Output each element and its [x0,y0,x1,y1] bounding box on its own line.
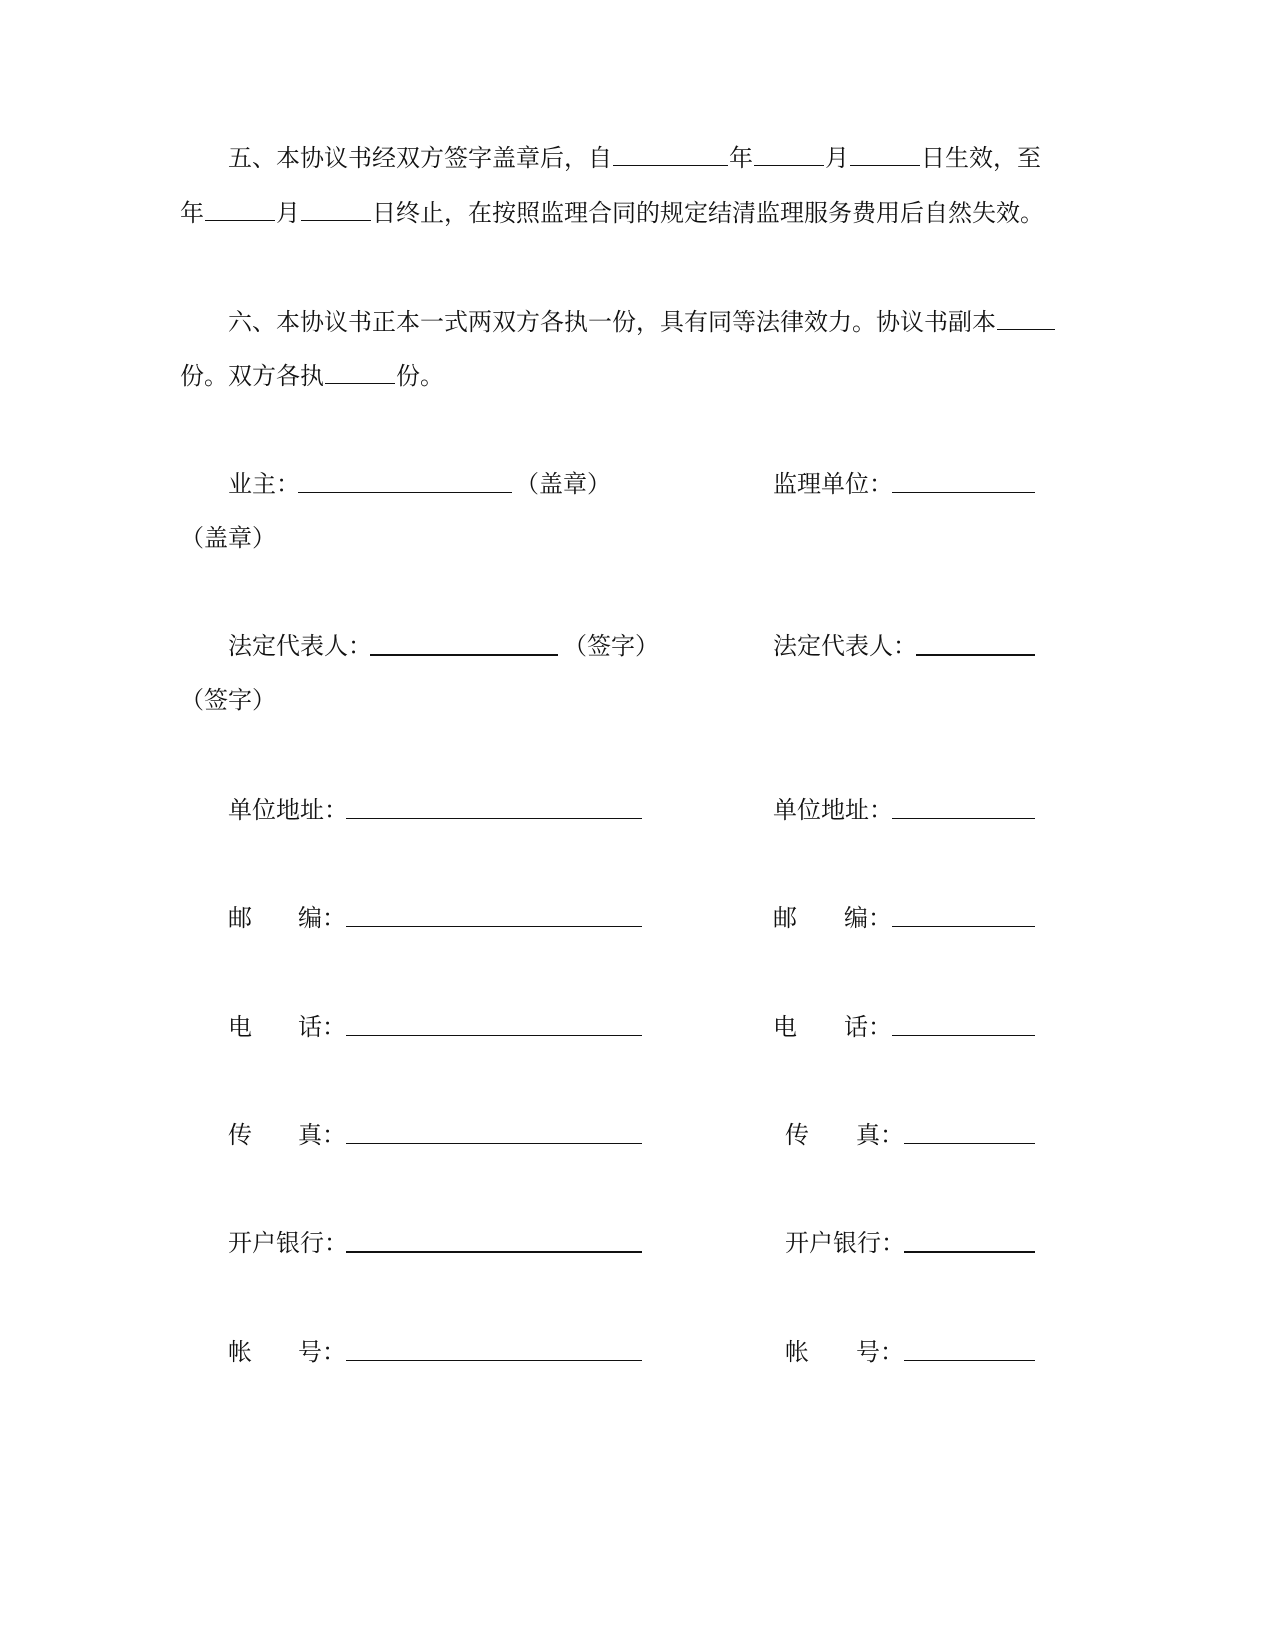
right-postcode-line[interactable] [892,926,1035,927]
left-account-label-b: 号： [298,1338,346,1366]
clause5-line2 [180,198,1044,228]
clause6-each-copies-blank[interactable] [325,361,395,384]
owner-rep-label: 法定代表人： [228,632,372,660]
right-phone-label-b: 话： [844,1013,892,1041]
right-fax-line[interactable] [904,1143,1035,1144]
supervisor-rep-label: 法定代表人： [773,632,917,660]
left-address-label: 单位地址： [228,796,348,824]
owner-label: 业主： [228,470,300,498]
supervisor-label: 监理单位： [773,470,893,498]
supervisor-name-line[interactable] [892,492,1035,493]
clause5-start-month-blank[interactable] [754,143,824,166]
clause5-end-month-blank[interactable] [205,198,275,221]
clause6-line1 [228,307,1056,337]
left-bank-line[interactable] [346,1251,642,1253]
owner-name-line[interactable] [298,492,512,493]
right-phone-label-a: 电 [773,1013,797,1041]
left-account-line[interactable] [346,1360,642,1361]
clause6-line2-end: 份。 [396,362,444,390]
right-account-label-b: 号： [856,1338,904,1366]
clause5-start-year-blank[interactable] [613,143,728,166]
left-fax-line[interactable] [346,1143,642,1144]
clause5-start-day-blank[interactable] [850,143,920,166]
right-fax-label-b: 真： [856,1121,904,1149]
right-fax-label-a: 传 [785,1121,809,1149]
left-postcode-label-a: 邮 [228,904,252,932]
left-fax-label-b: 真： [298,1121,346,1149]
owner-rep-sign-label: （签字） [563,632,659,660]
right-account-label-a: 帐 [785,1338,809,1366]
clause5-end-year-label: 年 [180,199,204,227]
right-postcode-label-a: 邮 [773,904,797,932]
right-bank-line[interactable] [904,1251,1035,1253]
clause5-end-day-blank[interactable] [301,198,371,221]
clause5-month-label: 月 [825,144,849,172]
right-account-line[interactable] [904,1360,1035,1361]
supervisor-rep-sign-label: （签字） [180,686,276,714]
owner-rep-line[interactable] [370,654,558,656]
supervisor-rep-line[interactable] [916,654,1035,656]
right-bank-label: 开户银行： [785,1229,905,1257]
clause5-year-label: 年 [729,144,753,172]
owner-seal-label: （盖章） [515,470,611,498]
left-postcode-line[interactable] [346,926,642,927]
left-phone-line[interactable] [346,1035,642,1036]
clause5-text: 五、本协议书经双方签字盖章后，自 [228,144,612,172]
clause5-line1 [228,143,1041,173]
supervisor-seal-label: （盖章） [180,524,276,552]
left-phone-label-b: 话： [298,1013,346,1041]
clause5-end-month-label: 月 [276,199,300,227]
right-postcode-label-b: 编： [844,904,892,932]
clause6-line2-start: 份。双方各执 [180,362,324,390]
left-address-line[interactable] [346,818,642,819]
right-address-line[interactable] [892,818,1035,819]
right-phone-line[interactable] [892,1035,1035,1036]
clause6-text: 六、本协议书正本一式两双方各执一份，具有同等法律效力。协议书副本 [228,308,996,336]
clause5-termination-text: 日终止，在按照监理合同的规定结清监理服务费用后自然失效。 [372,199,1044,227]
right-address-label: 单位地址： [773,796,893,824]
left-account-label-a: 帐 [228,1338,252,1366]
left-bank-label: 开户银行： [228,1229,348,1257]
left-fax-label-a: 传 [228,1121,252,1149]
left-postcode-label-b: 编： [298,904,346,932]
clause6-line2 [180,361,444,391]
clause5-effective-text: 日生效，至 [921,144,1041,172]
clause6-copies-blank[interactable] [997,307,1055,330]
left-phone-label-a: 电 [228,1013,252,1041]
